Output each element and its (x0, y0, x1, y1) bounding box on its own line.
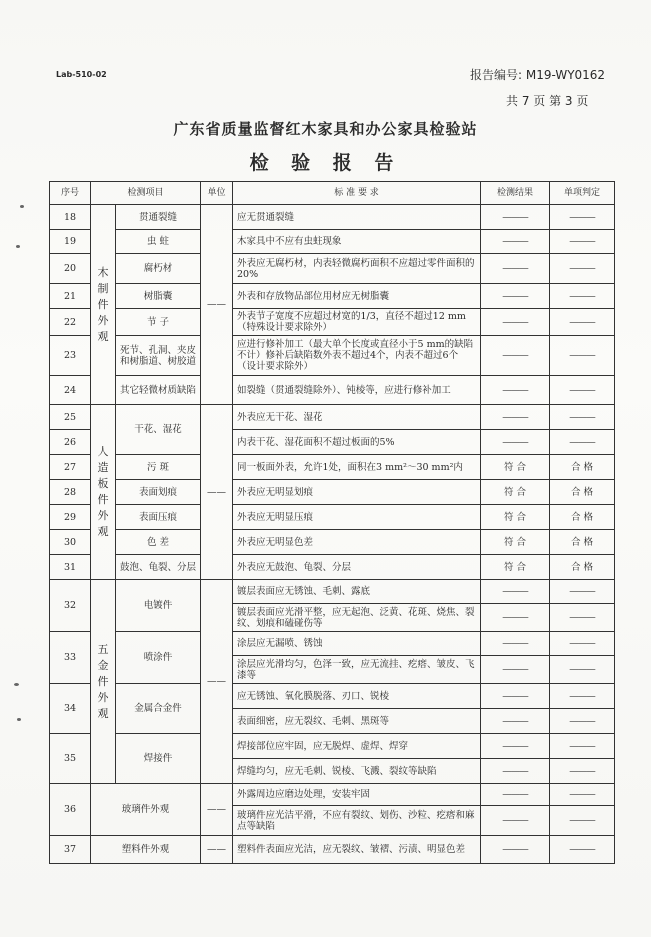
item-name: 污 斑 (116, 455, 201, 480)
item-name: 色 差 (116, 530, 201, 555)
standard-text: 镀层表面应光滑平整，应无起泡、泛黄、花斑、烧焦、裂纹、划痕和磕碰伤等 (233, 604, 481, 632)
result-cell: ——— (481, 806, 550, 836)
item-name: 虫 蛀 (116, 230, 201, 254)
judge-cell: ——— (550, 580, 615, 604)
scan-speck (14, 683, 19, 686)
result-cell: ——— (481, 284, 550, 309)
row-no: 18 (50, 205, 91, 230)
table-row (50, 505, 615, 530)
scan-speck (17, 718, 21, 721)
table-row (50, 205, 615, 230)
col-judgement: 单项判定 (550, 182, 615, 205)
row-no: 35 (50, 734, 91, 784)
scan-speck (16, 245, 20, 248)
lab-code: Lab-510-02 (56, 70, 107, 79)
result-cell: ——— (481, 684, 550, 709)
table-row (50, 555, 615, 580)
standard-text: 木家具中不应有虫蛀现象 (233, 230, 481, 254)
judge-cell: ——— (550, 709, 615, 734)
standard-text: 外露周边应磨边处理，安装牢固 (233, 784, 481, 806)
result-cell: 符 合 (481, 455, 550, 480)
standard-text: 玻璃件应光洁平滑，不应有裂纹、划伤、沙粒、疙瘩和麻点等缺陷 (233, 806, 481, 836)
standard-text: 塑料件表面应光洁，应无裂纹、皱褶、污渍、明显色差 (233, 836, 481, 864)
row-no: 30 (50, 530, 91, 555)
result-cell: ——— (481, 430, 550, 455)
organization-name: 广东省质量监督红木家具和办公家具检验站 (173, 120, 478, 138)
standard-text: 焊缝均匀，应无毛刺、锐棱、飞溅、裂纹等缺陷 (233, 759, 481, 784)
standard-text: 外表应无明显色差 (233, 530, 481, 555)
row-no: 36 (50, 784, 91, 836)
result-cell: ——— (481, 205, 550, 230)
item-name: 焊接件 (116, 734, 201, 784)
row-no: 28 (50, 480, 91, 505)
judge-cell: ——— (550, 734, 615, 759)
item-name: 树脂囊 (116, 284, 201, 309)
judge-cell: 合 格 (550, 480, 615, 505)
judge-cell: ——— (550, 604, 615, 632)
standard-text: 焊接部位应牢固，应无脱焊、虚焊、焊穿 (233, 734, 481, 759)
standard-text: 内表干花、湿花面积不超过板面的5% (233, 430, 481, 455)
table-row (50, 684, 615, 709)
result-cell: 符 合 (481, 555, 550, 580)
row-no: 34 (50, 684, 91, 734)
group-hardware: 五金件外观 (91, 580, 116, 784)
table-row (50, 480, 615, 505)
unit-cell: —— (201, 784, 233, 836)
result-cell: ——— (481, 254, 550, 284)
standard-text: 应无贯通裂缝 (233, 205, 481, 230)
unit-cell: —— (201, 405, 233, 580)
row-no: 20 (50, 254, 91, 284)
row-no: 21 (50, 284, 91, 309)
standard-text: 涂层应光滑均匀，色泽一致，应无流挂、疙瘩、皱皮、飞漆等 (233, 656, 481, 684)
judge-cell: ——— (550, 836, 615, 864)
judge-cell: ——— (550, 684, 615, 709)
item-name: 塑料件外观 (91, 836, 201, 864)
judge-cell: ——— (550, 430, 615, 455)
group-board: 人造板件外观 (91, 405, 116, 580)
table-row (50, 784, 615, 806)
col-result: 检测结果 (481, 182, 550, 205)
table-row (50, 632, 615, 656)
table-row (50, 284, 615, 309)
row-no: 26 (50, 430, 91, 455)
item-name: 鼓泡、龟裂、分层 (116, 555, 201, 580)
result-cell: 符 合 (481, 530, 550, 555)
table-row (50, 230, 615, 254)
table-row (50, 455, 615, 480)
standard-text: 外表应无鼓泡、龟裂、分层 (233, 555, 481, 580)
judge-cell: ——— (550, 309, 615, 336)
group-wood: 木制件外观 (91, 205, 116, 405)
item-name: 死节、孔洞、夹皮和树脂道、树胶道 (116, 336, 201, 376)
standard-text: 外表应无明显划痕 (233, 480, 481, 505)
table-row (50, 734, 615, 759)
standard-text: 外表应无干花、湿花 (233, 405, 481, 430)
unit-cell: —— (201, 836, 233, 864)
col-no: 序号 (50, 182, 91, 205)
result-cell: 符 合 (481, 480, 550, 505)
result-cell: ——— (481, 759, 550, 784)
result-cell: ——— (481, 734, 550, 759)
judge-cell: 合 格 (550, 530, 615, 555)
item-name: 金属合金件 (116, 684, 201, 734)
row-no: 19 (50, 230, 91, 254)
table-row (50, 580, 615, 604)
result-cell: ——— (481, 580, 550, 604)
standard-text: 应进行修补加工（最大单个长度或直径小于5 mm的缺陷不计）修补后缺陷数外表不超过4个，内表不超过6个（设计要求除外） (233, 336, 481, 376)
standard-text: 外表应无腐朽材，内表轻微腐朽面积不应超过零件面积的20% (233, 254, 481, 284)
standard-text: 涂层应无漏喷、锈蚀 (233, 632, 481, 656)
standard-text: 如裂缝（贯通裂缝除外）、钝棱等，应进行修补加工 (233, 376, 481, 405)
row-no: 31 (50, 555, 91, 580)
col-item: 检测项目 (91, 182, 201, 205)
item-name: 节 子 (116, 309, 201, 336)
table-row (50, 530, 615, 555)
row-no: 25 (50, 405, 91, 430)
item-name: 玻璃件外观 (91, 784, 201, 836)
result-cell: ——— (481, 336, 550, 376)
result-cell: ——— (481, 709, 550, 734)
result-cell: ——— (481, 376, 550, 405)
judge-cell: 合 格 (550, 455, 615, 480)
item-name: 其它轻微材质缺陷 (116, 376, 201, 405)
judge-cell: ——— (550, 376, 615, 405)
unit-cell: —— (201, 580, 233, 784)
result-cell: ——— (481, 230, 550, 254)
row-no: 29 (50, 505, 91, 530)
result-cell: ——— (481, 632, 550, 656)
judge-cell: ——— (550, 656, 615, 684)
item-name: 腐朽材 (116, 254, 201, 284)
standard-text: 应无锈蚀、氧化膜脱落、刃口、锐棱 (233, 684, 481, 709)
judge-cell: 合 格 (550, 555, 615, 580)
result-cell: ——— (481, 656, 550, 684)
page-count: 共 7 页 第 3 页 (506, 94, 589, 108)
row-no: 33 (50, 632, 91, 684)
standard-text: 外表和存放物品部位用材应无树脂囊 (233, 284, 481, 309)
judge-cell: ——— (550, 759, 615, 784)
item-name: 表面划痕 (116, 480, 201, 505)
judge-cell: ——— (550, 230, 615, 254)
report-number: 报告编号: M19-WY0162 (470, 68, 606, 82)
standard-text: 镀层表面应无锈蚀、毛刺、露底 (233, 580, 481, 604)
table-row (50, 836, 615, 864)
row-no: 27 (50, 455, 91, 480)
col-standard: 标 准 要 求 (233, 182, 481, 205)
judge-cell: ——— (550, 254, 615, 284)
judge-cell: ——— (550, 205, 615, 230)
unit-cell: —— (201, 205, 233, 405)
judge-cell: ——— (550, 284, 615, 309)
inspection-table (49, 181, 615, 864)
judge-cell: ——— (550, 405, 615, 430)
col-unit: 单位 (201, 182, 233, 205)
standard-text: 同一板面外表，允许1处，面积在3 mm²～30 mm²内 (233, 455, 481, 480)
row-no: 22 (50, 309, 91, 336)
item-name: 表面压痕 (116, 505, 201, 530)
item-name: 贯通裂缝 (116, 205, 201, 230)
table-row (50, 376, 615, 405)
item-name: 干花、湿花 (116, 405, 201, 455)
row-no: 37 (50, 836, 91, 864)
judge-cell: ——— (550, 336, 615, 376)
item-name: 喷涂件 (116, 632, 201, 684)
standard-text: 外表应无明显压痕 (233, 505, 481, 530)
report-title: 检 验 报 告 (249, 152, 402, 174)
result-cell: 符 合 (481, 505, 550, 530)
row-no: 23 (50, 336, 91, 376)
item-name: 电镀件 (116, 580, 201, 632)
result-cell: ——— (481, 836, 550, 864)
table-row (50, 405, 615, 430)
row-no: 24 (50, 376, 91, 405)
scan-speck (20, 205, 24, 208)
table-row (50, 336, 615, 376)
table-row (50, 309, 615, 336)
standard-text: 表面细密，应无裂纹、毛刺、黑斑等 (233, 709, 481, 734)
result-cell: ——— (481, 309, 550, 336)
standard-text: 外表节子宽度不应超过材宽的1/3，直径不超过12 mm（特殊设计要求除外） (233, 309, 481, 336)
result-cell: ——— (481, 784, 550, 806)
table-row (50, 254, 615, 284)
table-header-row (50, 182, 615, 205)
judge-cell: 合 格 (550, 505, 615, 530)
judge-cell: ——— (550, 632, 615, 656)
row-no: 32 (50, 580, 91, 632)
result-cell: ——— (481, 405, 550, 430)
result-cell: ——— (481, 604, 550, 632)
judge-cell: ——— (550, 806, 615, 836)
judge-cell: ——— (550, 784, 615, 806)
